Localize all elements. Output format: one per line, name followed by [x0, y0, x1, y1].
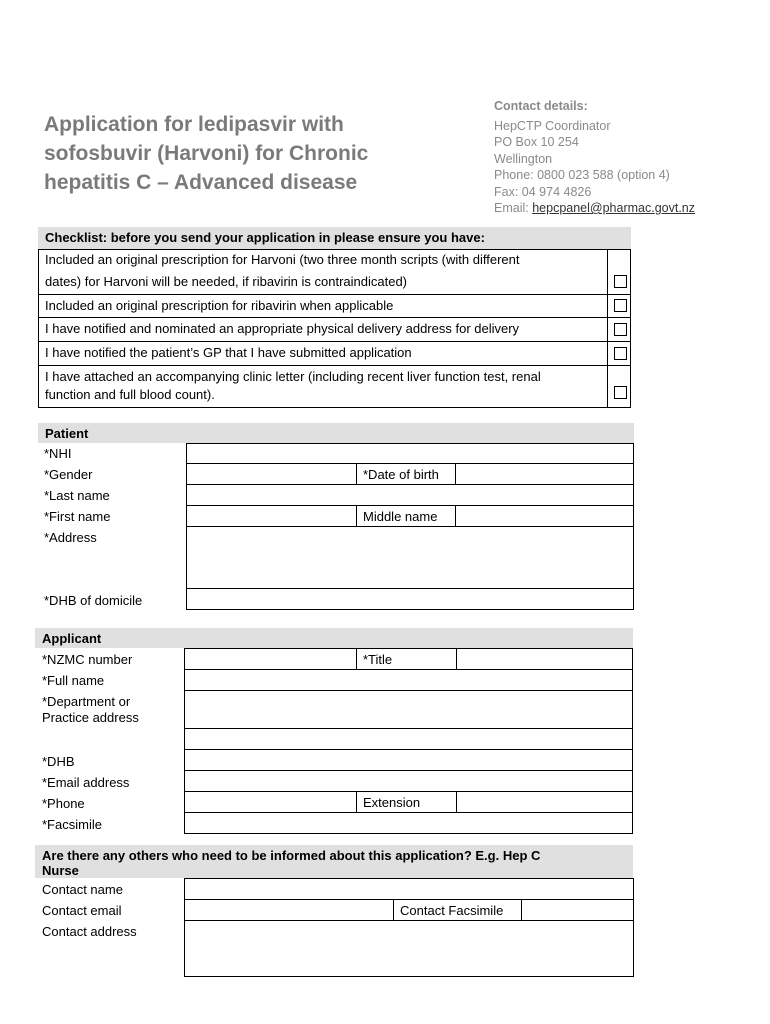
checklist-text — [45, 368, 605, 404]
department-field-extra[interactable] — [184, 728, 633, 750]
checkbox[interactable] — [614, 299, 627, 312]
checkbox[interactable] — [614, 323, 627, 336]
extension-field[interactable] — [456, 791, 633, 813]
checklist-text: I have notified and nominated an appropriate physical delivery address for delivery — [45, 321, 520, 336]
contact-email-link[interactable]: hepcpanel@pharmac.govt.nz — [532, 201, 696, 215]
checklist-text-line: I have attached an accompanying clinic letter (including recent liver function test, renal — [45, 369, 541, 384]
checkbox-cell — [607, 318, 632, 341]
middle-name-label: Middle name — [363, 509, 438, 524]
contact-heading: Contact details: — [494, 99, 588, 113]
contact-fax-field[interactable] — [521, 899, 634, 921]
contact-phone: Phone: 0800 023 588 (option 4) — [494, 168, 670, 182]
checkbox-cell — [607, 249, 632, 294]
contact-fax-label-cell — [393, 899, 522, 921]
contact-name-label: Contact name — [42, 882, 123, 897]
contact-line: HepCTP Coordinator — [494, 118, 611, 133]
address-label: *Address — [44, 530, 97, 545]
checklist-text: I have notified the patient’s GP that I have submitted application — [45, 345, 412, 360]
checklist-heading: Checklist: before you send your application in please ensure you have: — [38, 227, 631, 249]
gender-field[interactable] — [186, 463, 357, 485]
contact-email-label: Email: — [494, 201, 529, 215]
others-heading-line: Nurse — [42, 863, 79, 878]
checklist-text-line: function and full blood count). — [45, 387, 215, 402]
extension-label: Extension — [363, 795, 421, 810]
department-label-line: Practice address — [42, 709, 139, 725]
page-title — [44, 110, 464, 197]
facsimile-label: *Facsimile — [42, 817, 102, 832]
dob-field[interactable] — [455, 463, 634, 485]
contact-email-row — [494, 200, 754, 217]
title-label: *Title — [363, 652, 393, 667]
title-line: Application for ledipasvir with — [44, 113, 344, 136]
checklist-text-line: dates) for Harvoni will be needed, if ribavirin is contraindicated) — [45, 274, 408, 289]
title-label-cell — [356, 648, 457, 670]
contact-name-field[interactable] — [184, 878, 634, 900]
contact-line: Wellington — [494, 151, 553, 166]
nzmc-field[interactable] — [184, 648, 357, 670]
contact-address-field[interactable] — [184, 920, 634, 977]
department-label — [42, 694, 139, 725]
contact-email-field[interactable] — [184, 899, 394, 921]
checklist-item — [38, 318, 631, 342]
middle-name-label-cell — [356, 505, 456, 527]
full-name-label: *Full name — [42, 673, 105, 688]
checklist-text — [45, 249, 605, 293]
checkbox[interactable] — [614, 386, 627, 399]
last-name-field[interactable] — [186, 484, 634, 506]
contact-details — [494, 98, 754, 217]
full-name-field[interactable] — [184, 669, 633, 691]
facsimile-field[interactable] — [184, 812, 633, 834]
last-name-label: *Last name — [44, 488, 110, 503]
department-label-line: *Department or — [42, 694, 131, 709]
gender-label: *Gender — [44, 467, 93, 482]
contact-address-label: Contact address — [42, 924, 137, 939]
phone-label: *Phone — [42, 796, 85, 811]
checklist-item — [38, 249, 631, 295]
checklist-item — [38, 295, 631, 318]
contact-fax-label: Contact Facsimile — [400, 903, 504, 918]
nhi-field[interactable] — [186, 443, 634, 464]
patient-heading: Patient — [38, 423, 634, 443]
extension-label-cell — [356, 791, 457, 813]
title-line: sofosbuvir (Harvoni) for Chronic — [44, 142, 369, 165]
dhb-label: *DHB — [42, 754, 75, 769]
applicant-heading: Applicant — [35, 628, 633, 648]
checkbox-cell — [607, 366, 632, 407]
phone-field[interactable] — [184, 791, 357, 813]
checklist-text-line: Included an original prescription for Harvoni (two three month scripts (with different — [45, 252, 520, 267]
dhb-field[interactable] — [184, 749, 633, 771]
dob-label: *Date of birth — [363, 467, 439, 482]
others-heading-line: Are there any others who need to be informed about this application? E.g. Hep C — [42, 848, 541, 863]
checklist-text: Included an original prescription for ribavirin when applicable — [45, 298, 394, 313]
title-field[interactable] — [456, 648, 633, 670]
department-field[interactable] — [184, 690, 633, 729]
contact-line: PO Box 10 254 — [494, 135, 579, 149]
nhi-label: *NHI — [44, 446, 72, 461]
dhb-domicile-field[interactable] — [186, 588, 634, 610]
address-field[interactable] — [186, 526, 634, 589]
others-heading — [35, 845, 633, 878]
title-line: hepatitis C – Advanced disease — [44, 171, 358, 194]
contact-fax: Fax: 04 974 4826 — [494, 184, 592, 199]
checkbox[interactable] — [614, 347, 627, 360]
checkbox[interactable] — [614, 275, 627, 288]
middle-name-field[interactable] — [455, 505, 634, 527]
nzmc-label: *NZMC number — [42, 652, 133, 667]
dob-label-cell — [356, 463, 456, 485]
first-name-field[interactable] — [186, 505, 357, 527]
checklist-item — [38, 366, 631, 408]
email-field[interactable] — [184, 770, 633, 792]
first-name-label: *First name — [44, 509, 111, 524]
contact-email-label: Contact email — [42, 903, 122, 918]
checklist-item — [38, 342, 631, 366]
email-label: *Email address — [42, 775, 130, 790]
checkbox-cell — [607, 295, 632, 317]
dhb-domicile-label: *DHB of domicile — [44, 593, 143, 608]
checkbox-cell — [607, 342, 632, 365]
